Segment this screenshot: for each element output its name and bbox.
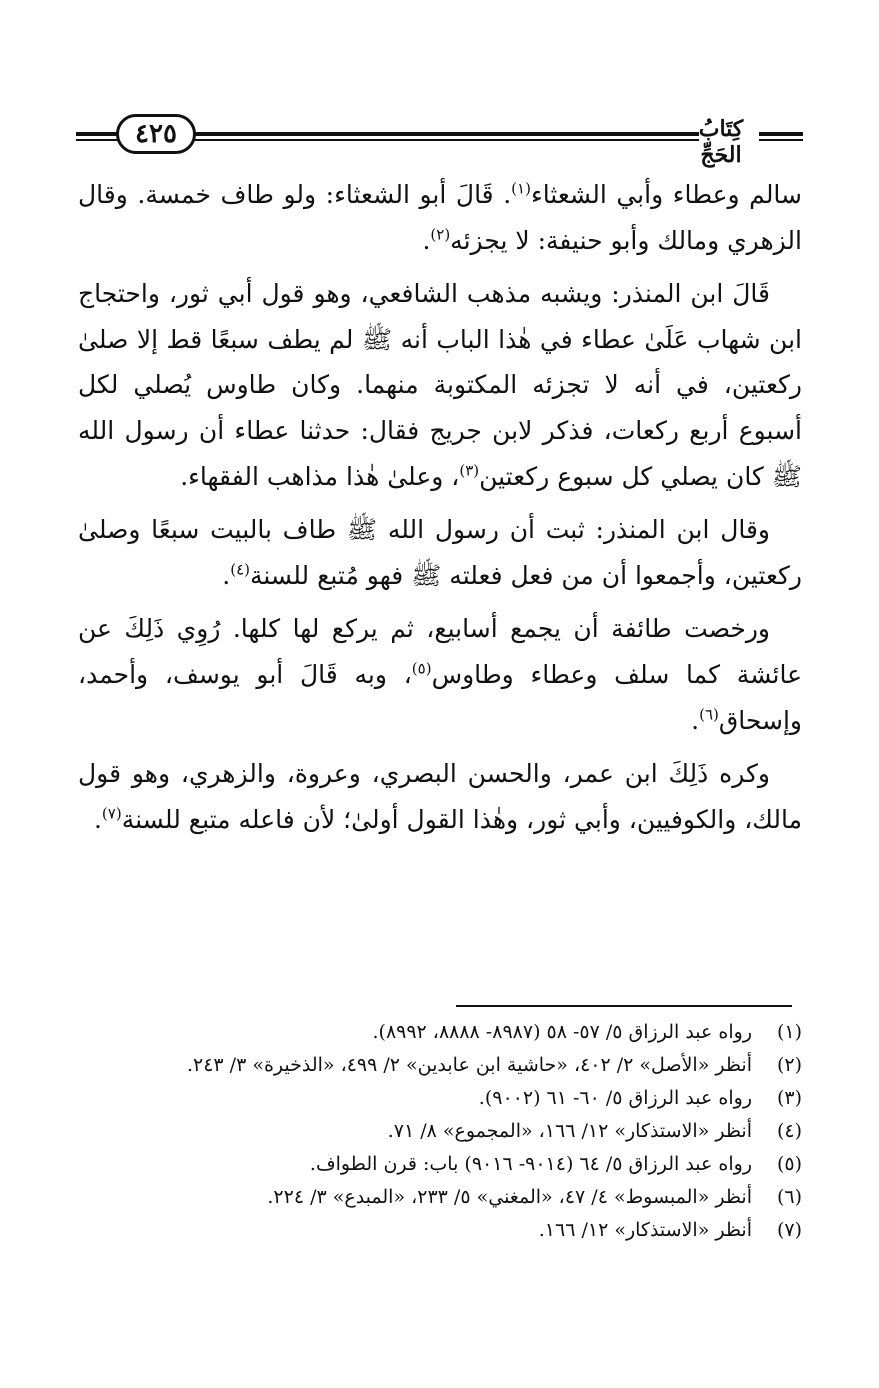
footnote-reference: (٣)	[459, 461, 480, 480]
paragraph	[78, 606, 802, 743]
page-header	[76, 112, 803, 168]
paragraph-text: وكره ذَلِكَ ابن عمر، والحسن البصري، وعروة، والزهري، وهو قول مالك، والكوفيين، وأبي ثور، وهٰذا القول أولىٰ؛ لأن فاعله متبع للسنة	[78, 759, 802, 834]
footnote-text: أنظر «المبسوط» ٤/ ٤٧، «المغني» ٥/ ٢٣٣، «المبدع» ٣/ ٢٢٤.	[267, 1186, 752, 1208]
paragraph	[78, 507, 802, 598]
footnote-reference: (٤)	[230, 560, 250, 579]
footnote-number: (٦)	[776, 1186, 802, 1208]
header-rule	[76, 132, 118, 136]
footnote-number: (٥)	[776, 1153, 802, 1175]
footnote-text: رواه عبد الرزاق ٥/ ٦٤ (٩٠١٤- ٩٠١٦) باب: قرن الطواف.	[309, 1153, 752, 1175]
footnote-separator	[456, 1005, 792, 1007]
paragraph-text: سالم وعطاء وأبي الشعثاء	[530, 180, 802, 209]
footnote-reference: (٢)	[430, 225, 451, 244]
paragraph-text: . قَالَ أبو الشعثاء: ولو طاف خمسة. وقال الزهري ومالك وأبو حنيفة: لا يجزئه	[78, 180, 802, 255]
footnote-reference: (٥)	[411, 659, 432, 678]
paragraph-text: .	[691, 705, 700, 735]
footnote-item	[100, 1016, 802, 1049]
footnote-item	[100, 1082, 802, 1115]
header-rule	[759, 132, 803, 136]
footnote-item	[100, 1115, 802, 1148]
footnote-number: (٧)	[776, 1219, 802, 1241]
paragraph-text: ، وعلىٰ هٰذا مذاهب الفقهاء.	[180, 461, 460, 491]
footnote-text: رواه عبد الرزاق ٥/ ٦٠- ٦١ (٩٠٠٢).	[478, 1087, 752, 1109]
paragraph-text: وقال ابن المنذر: ثبت أن رسول الله ﷺ طاف بالبيت سبعًا وصلىٰ ركعتين، وأجمعوا أن من فعل فعلته ﷺ فهو مُتبع للسنة	[78, 515, 802, 590]
header-rule	[194, 139, 699, 141]
footnote-text: أنظر «الاستذكار» ١٢/ ١٦٦، «المجموع» ٨/ ٧١.	[387, 1120, 752, 1142]
paragraph-text: .	[222, 560, 231, 590]
paragraph-text: .	[93, 804, 102, 834]
footnotes	[100, 1016, 802, 1247]
footnote-reference: (٦)	[699, 705, 719, 724]
paragraph	[78, 271, 802, 499]
header-rule	[759, 139, 803, 141]
footnote-reference: (١)	[511, 179, 531, 198]
footnote-number: (١)	[776, 1021, 802, 1043]
footnote-text: أنظر «الأصل» ٢/ ٤٠٢، «حاشية ابن عابدين» ٢/ ٤٩٩، «الذخيرة» ٣/ ٢٤٣.	[186, 1054, 752, 1076]
footnote-text: رواه عبد الرزاق ٥/ ٥٧- ٥٨ (٨٩٨٧- ٨٨٨٨، ٨٩٩٢).	[372, 1021, 752, 1043]
footnote-number: (٣)	[776, 1087, 802, 1109]
paragraph-text: .	[422, 225, 431, 255]
footnote-item	[100, 1181, 802, 1214]
header-rule	[194, 132, 699, 136]
running-title: كِتَابُ الحَجِّ	[698, 116, 744, 168]
main-text	[78, 172, 802, 850]
paragraph	[78, 751, 802, 842]
paragraph	[78, 172, 802, 263]
footnote-text: أنظر «الاستذكار» ١٢/ ١٦٦.	[538, 1219, 752, 1241]
header-rule	[76, 139, 118, 141]
page-number: ٤٢٥	[116, 114, 196, 154]
paragraph-text: ورخصت طائفة أن يجمع أسابيع، ثم يركع لها كلها. رُوِي ذَلِكَ عن عائشة كما سلف وعطاء وطاوس	[78, 614, 802, 689]
footnote-number: (٢)	[776, 1054, 802, 1076]
footnote-item	[100, 1049, 802, 1082]
footnote-item	[100, 1214, 802, 1247]
footnote-item	[100, 1148, 802, 1181]
footnote-number: (٤)	[776, 1120, 802, 1142]
paragraph-text: قَالَ ابن المنذر: ويشبه مذهب الشافعي، وهو قول أبي ثور، واحتجاج ابن شهاب عَلَىٰ عطاء في هٰذا الباب أنه ﷺ لم يطف سبعًا قط إلا صلىٰ ركعتين، في أنه لا تجزئه المكتوبة منهما. وكان طاوس يُصلي لكل أسبوع أربع ركعات، فذكر لابن جريج فقال: حدثنا عطاء أن رسول الله ﷺ كان يصلي كل سبوع ركعتين	[78, 279, 802, 491]
footnote-reference: (٧)	[101, 804, 122, 823]
paragraph-text: ، وبه قَالَ أبو يوسف، وأحمد، وإسحاق	[78, 659, 802, 735]
